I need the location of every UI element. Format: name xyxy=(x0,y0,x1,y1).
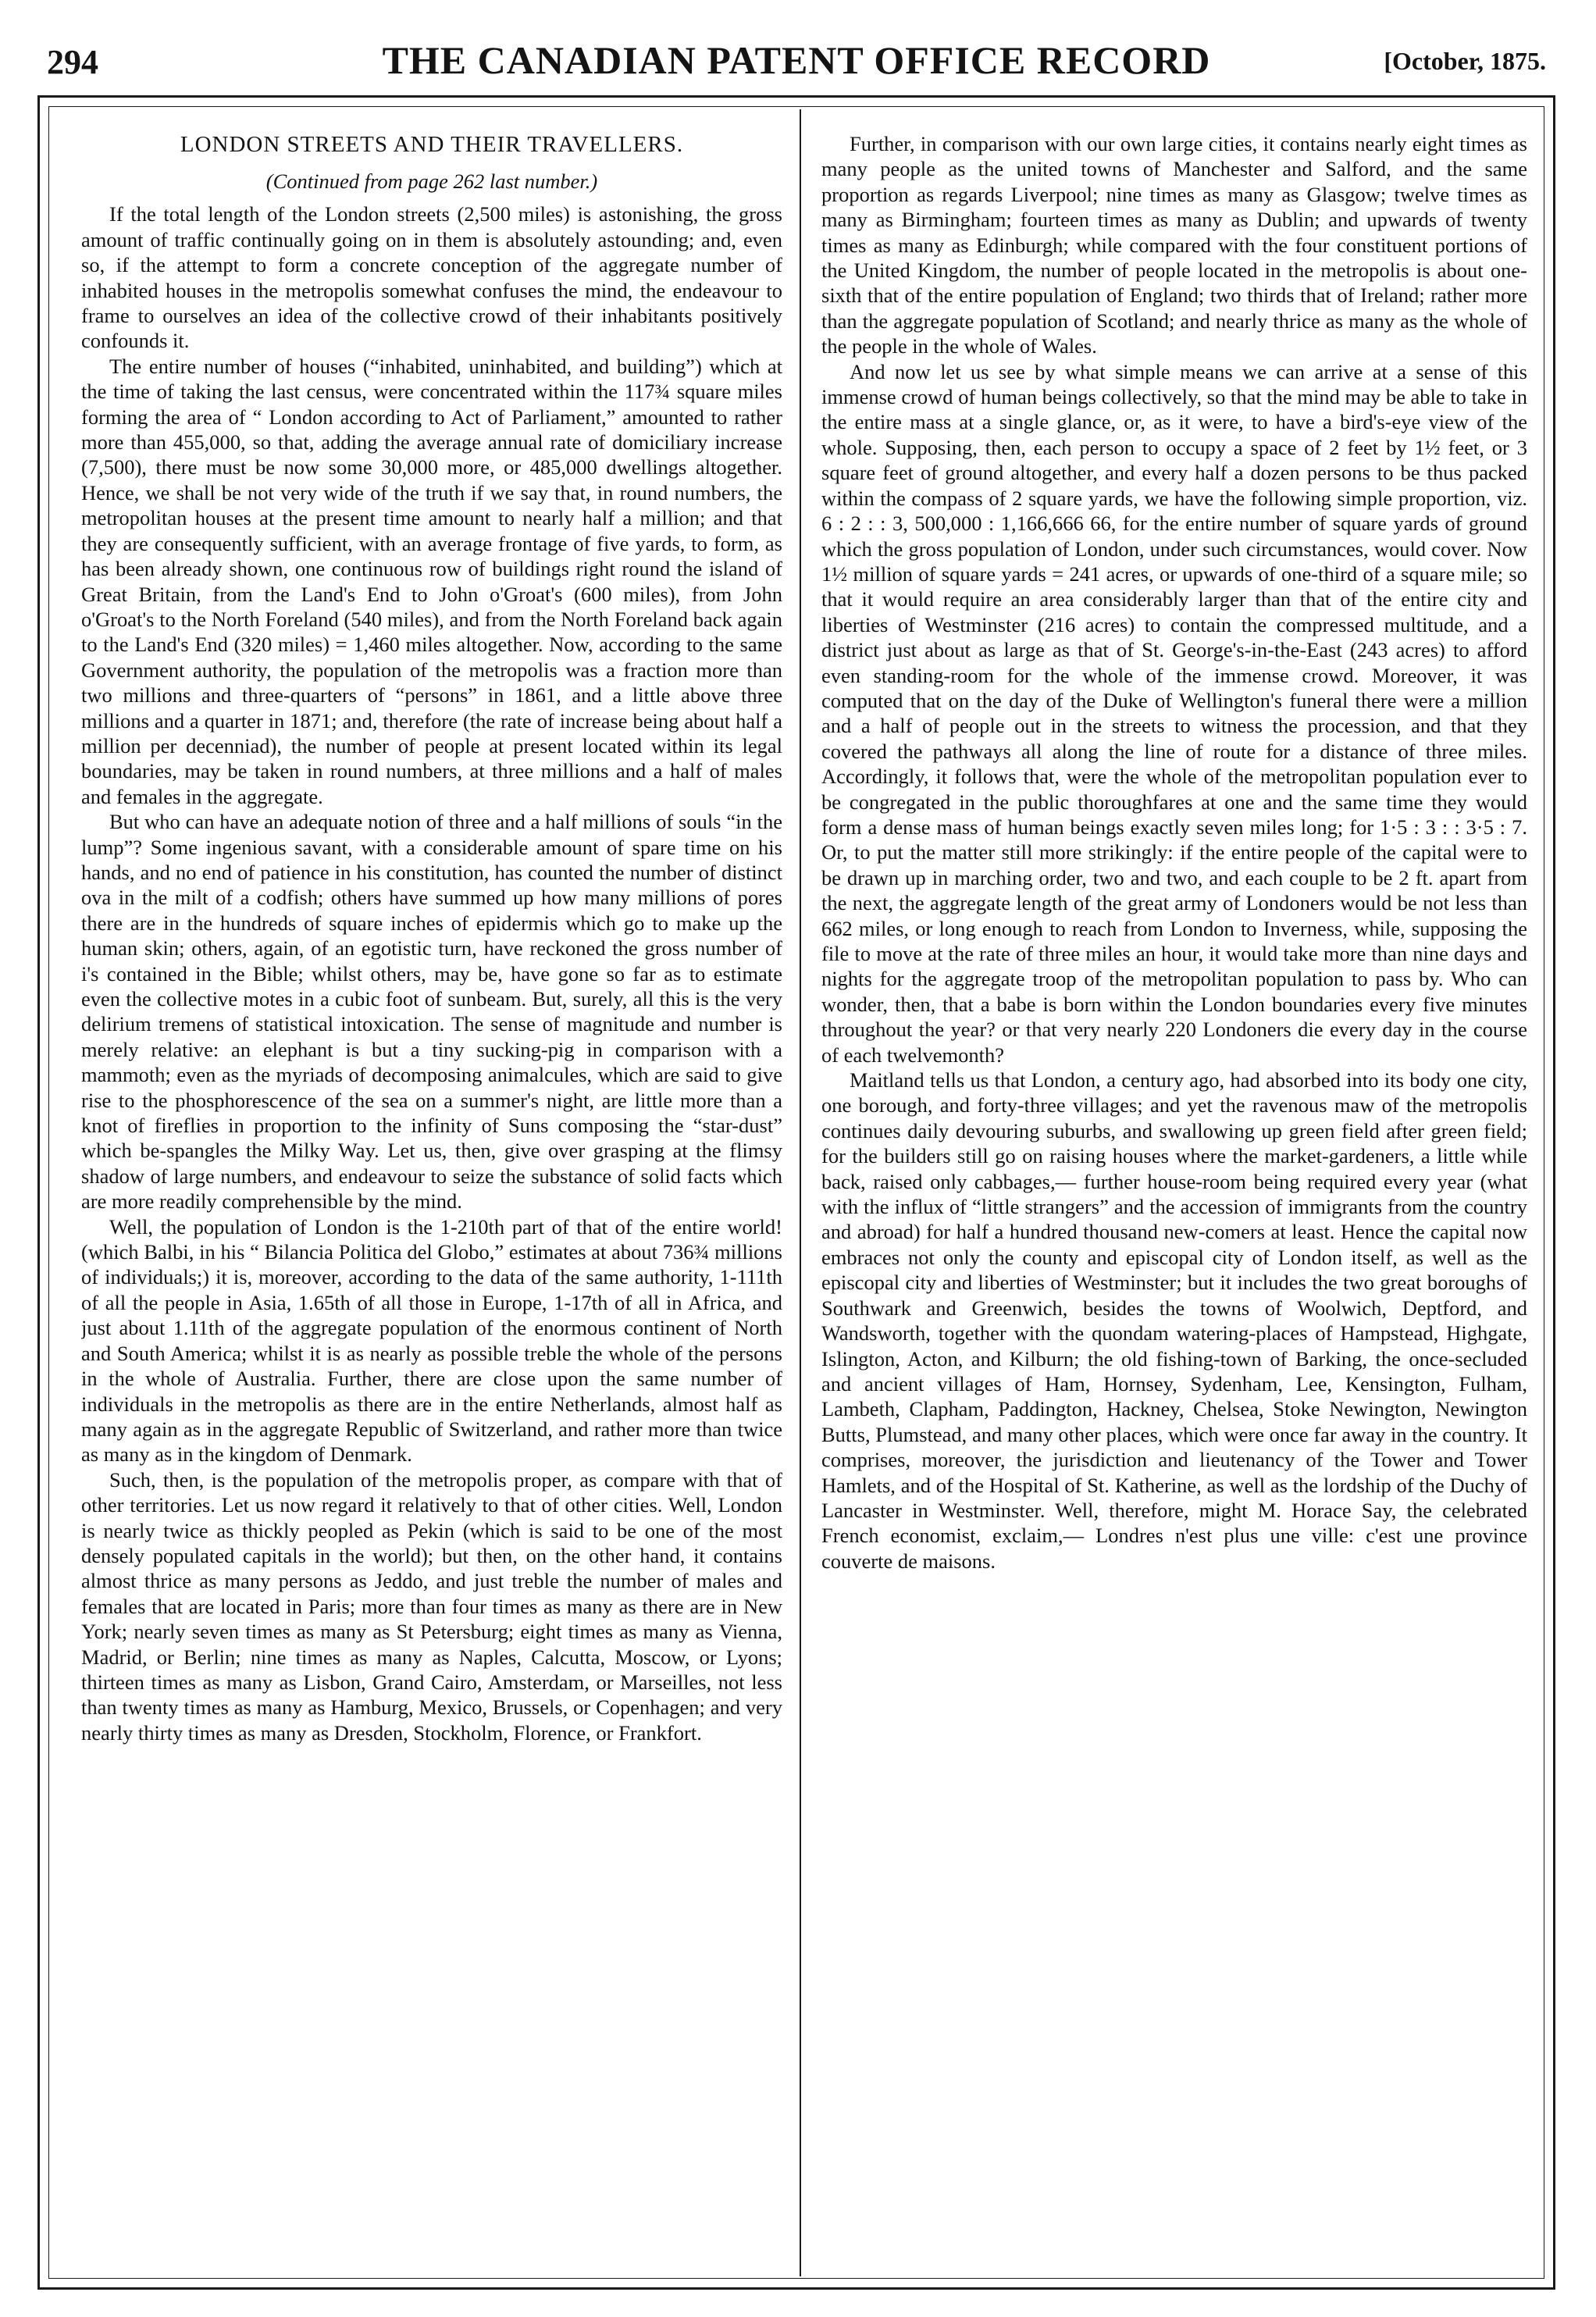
column-divider xyxy=(800,109,801,2276)
page-number: 294 xyxy=(47,43,98,81)
paragraph-2: The entire number of houses (“inhabited, uninhabited, and building”) which at the time of taking the last census, were concentrated within the 117¾ square miles forming the area of “ London according to Act of Parliament,” amounted to rather more than 455,000, so that, adding the average annual rate of domiciliary increase (7,500), there must be now some 30,000 more, or 485,000 dwellings altogether. Hence, we shall be not very wide of the truth if we say that, in round numbers, the metropolitan houses at the present time amount to nearly half a million; and that they are consequently sufficient, with an average frontage of five yards, to form, as has been already shown, one continuous row of buildings right round the island of Great Britain, from the Land's End to John o'Groat's (600 miles), from John o'Groat's to the North Foreland (540 miles), and from the North Foreland back again to the Land's End (320 miles) = 1,460 miles altogether. Now, according to the same Government authority, the population of the metropolis was a fraction more than two millions and three-quarters of “persons” in 1861, and a little above three millions and a quarter in 1871; and, therefore (the rate of increase being about half a million per decenniad), the number of people at present located within its legal boundaries, may be taken in round numbers, at three millions and a half of males and females in the aggregate. xyxy=(81,354,782,808)
left-column xyxy=(81,131,782,2271)
page-header xyxy=(47,37,1546,87)
paragraph-3: But who can have an adequate notion of three and a half millions of souls “in the lump”? Some ingenious savant, with a considerable amount of spare time on his hands, and no end of patience in his constitution, has counted the number of distinct ova in the milt of a codfish; others have summed up how many millions of pores there are in the hundreds of square inches of epidermis which go to make up the human skin; others, again, of an egotistic turn, have reckoned the gross number of i's contained in the Bible; whilst others, may be, have gone so far as to estimate even the collective motes in a cubic foot of sunbeam. But, surely, all this is the very delirium tremens of statistical intoxication. The sense of magnitude and number is merely relative: an elephant is but a tiny sucking-pig in comparison with a mammoth; even as the myriads of decomposing animalcules, which are said to give rise to the phosphorescence of the sea on a summer's night, are little more than a knot of fireflies in proportion to the infinity of Suns composing the “star-dust” which be-spangles the Milky Way. Let us, then, give over grasping at the flimsy shadow of large numbers, and endeavour to seize the substance of solid facts which are more readily comprehensible by the mind. xyxy=(81,810,782,1214)
continued-note: (Continued from page 262 last number.) xyxy=(265,169,598,193)
right-column xyxy=(821,131,1527,2271)
paragraph-4: Well, the population of London is the 1-210th part of that of the entire world! (which Balbi, in his “ Bilancia Politica del Globo,” estimates at about 736¾ millions of individuals;) it is, moreover, according to the data of the same authority, 1-111th of all the people in Asia, 1.65th of all those in Europe, 1-17th of all in Africa, and just about 1.11th of the aggregate population of the enormous continent of North and South America; whilst it is as nearly as possible treble the whole of the persons in the whole of Australia. Further, there are close upon the same number of individuals in the metropolis as there are in the entire Netherlands, almost half as many again as in the aggregate Republic of Switzerland, and rather more than twice as many as in the kingdom of Denmark. xyxy=(81,1214,782,1467)
journal-title: THE CANADIAN PATENT OFFICE RECORD xyxy=(382,38,1211,82)
paragraph-7: And now let us see by what simple means we can arrive at a sense of this immense crowd of human beings collectively, so that the mind may be able to take in the entire mass at a single glance, or, as it were, to have a bird's-eye view of the whole. Supposing, then, each person to occupy a space of 2 feet by 1½ feet, or 3 square feet of ground altogether, and every half a dozen persons to be thus packed within the compass of 2 square yards, we have the following simple proportion, viz. 6 : 2 : : 3, 500,000 : 1,166,666 66, for the entire number of square yards of ground which the gross population of London, under such circumstances, would cover. Now 1½ million of square yards = 241 acres, or upwards of one-third of a square mile; so that it would require an area considerably larger than that of the entire city and liberties of Westminster (216 acres) to contain the compressed multitude, and a district just about as large as that of St. George's-in-the-East (243 acres) to afford even standing-room for the whole of the immense crowd. Moreover, it was computed that on the day of the Duke of Wellington's funeral there were a million and a half of people out in the streets to witness the procession, and that they covered the pathways all along the line of route for a distance of three miles. Accordingly, it follows that, were the whole of the metropolitan population ever to be congregated in the public thoroughfares at one and the same time they would form a dense mass of human beings exactly seven miles long; for 1·5 : 3 : : 3·5 : 7. Or, to put the matter still more strikingly: if the entire people of the capital were to be drawn up in marching order, two and two, and each couple to be 2 ft. apart from the next, the aggregate length of the great army of Londoners would be not less than 662 miles, or long enough to reach from London to Inverness, while, supposing the file to move at the rate of three miles an hour, it would take more than nine days and nights for the aggregate troop of the metropolitan population to pass by. Who can wonder, then, that a babe is born within the London boundaries every five minutes throughout the year? or that very nearly 220 Londoners die every day in the course of each twelvemonth? xyxy=(821,359,1527,1067)
article-title: LONDON STREETS AND THEIR TRAVELLERS. xyxy=(180,132,684,157)
paragraph-6: Further, in comparison with our own large cities, it contains nearly eight times as many people as the united towns of Manchester and Salford, and the same proportion as regards Liverpool; nine times as many as Glasgow; twelve times as many as Birmingham; fourteen times as many as Dublin; and upwards of twenty times as many as Edinburgh; while compared with the four constituent portions of the United Kingdom, the number of people located in the metropolis is about one-sixth that of the entire population of England; two thirds that of Ireland; rather more than the aggregate population of Scotland; and nearly thrice as many as the whole of the people in the whole of Wales. xyxy=(821,132,1527,358)
paragraph-8: Maitland tells us that London, a century ago, had absorbed into its body one city, one borough, and forty-three villages; and yet the ravenous maw of the metropolis continues daily devouring suburbs, and swallowing up green field after green field; for the builders still go on raising houses where the market-gardeners, a little while back, raised only cabbages,— further house-room being required every year (what with the influx of “little strangers” and the accession of immigrants from the country and abroad) for half a hundred thousand new-comers at least. Hence the capital now embraces not only the county and episcopal city of London itself, as well as the episcopal city and liberties of Westminster; but it includes the two great boroughs of Southwark and Greenwich, besides the towns of Woolwich, Deptford, and Wandsworth, together with the quondam watering-places of Hampstead, Highgate, Islington, Acton, and Kilburn; the old fishing-town of Barking, the once-secluded and ancient villages of Ham, Hornsey, Sydenham, Lee, Kensington, Fulham, Lambeth, Clapham, Paddington, Hackney, Chelsea, Stoke Newington, Newington Butts, Plumstead, and many other places, which were once far away in the country. It comprises, moreover, the jurisdiction and lieutenancy of the Tower and Tower Hamlets, and of the Hospital of St. Katherine, as well as the lordship of the Duchy of Lancaster in Westminster. Well, therefore, might M. Horace Say, the celebrated French economist, exclaim,— Londres n'est plus une ville: c'est une province couverte de maisons. xyxy=(821,1068,1527,1573)
issue-date: [October, 1875. xyxy=(1384,47,1546,75)
paragraph-5: Such, then, is the population of the metropolis proper, as compare with that of other territories. Let us now regard it relatively to that of other cities. Well, London is nearly twice as thickly peopled as Pekin (which is said to be one of the most densely populated capitals in the world); but then, on the other hand, it contains almost thrice as many persons as Jeddo, and just treble the number of males and females that are located in Paris; more than four times as many as there are in New York; nearly seven times as many as St Petersburg; eight times as many as Vienna, Madrid, or Berlin; nine times as many as Naples, Calcutta, Moscow, or Lyons; thirteen times as many as Lisbon, Grand Cairo, Amsterdam, or Marseilles, not less than twenty times as many as Hamburg, Mexico, Brussels, or Copenhagen; and very nearly thirty times as many as Dresden, Stockholm, Florence, or Frankfort. xyxy=(81,1467,782,1745)
paragraph-1: If the total length of the London streets (2,500 miles) is astonishing, the gross amount of traffic continually going on in them is absolutely astounding; and, even so, if the attempt to form a concrete conception of the aggregate number of inhabited houses in the metropolis somewhat confuses the mind, the endeavour to frame to ourselves an idea of the collective crowd of their inhabitants positively confounds it. xyxy=(81,202,782,353)
